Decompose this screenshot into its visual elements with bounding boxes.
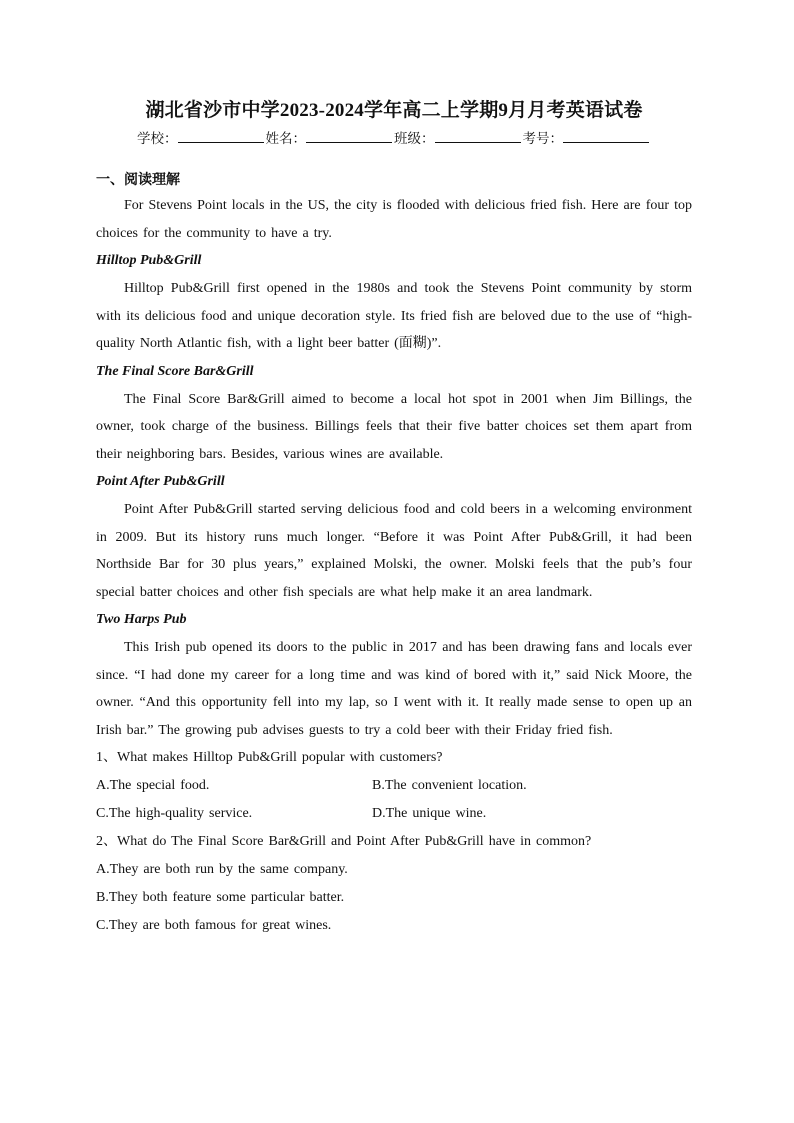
question-2-stem: 2、What do The Final Score Bar&Grill and Point After Pub&Grill have in common?	[96, 834, 592, 849]
place-heading-two-harps: Two Harps Pub	[96, 612, 187, 627]
question-2-option-b[interactable]: B.They both feature some particular batter.	[96, 890, 345, 905]
school-blank[interactable]	[178, 130, 264, 143]
place-text-hilltop: Hilltop Pub&Grill first opened in the 1980s and took the Stevens Point community by storm with its delicious food and unique decoration style. Its fried fish are beloved due to the use of “high-quality North Atlantic fish, with a light beer batter (面糊)”.	[96, 281, 692, 351]
place-heading-final-score: The Final Score Bar&Grill	[96, 363, 254, 379]
question-1-options-row-1	[96, 772, 692, 800]
place-heading-point-after: Point After Pub&Grill	[96, 474, 225, 489]
question-2-option-a[interactable]: A.They are both run by the same company.	[96, 862, 348, 877]
question-1-options-row-2	[96, 800, 692, 828]
place-text-final-score: The Final Score Bar&Grill aimed to become a local hot spot in 2001 when Jim Billings, the owner, took charge of the business. Billings feels that their five batter choices set them apart from their neighboring bars. Besides, various wines are available.	[96, 391, 692, 462]
question-1-option-a[interactable]: A.The special food.	[96, 778, 210, 793]
exam-number-label: 考号：	[522, 131, 563, 147]
question-1-option-d[interactable]: D.The unique wine.	[372, 806, 487, 821]
place-text-point-after: Point After Pub&Grill started serving delicious food and cold beers in a welcoming environment in 2009. But its history runs much longer. “Before it was Point After Pub&Grill, it had been Northside Bar for 30 plus years,” explained Molski, the owner. Molski feels that the pub’s four special batter choices and other fish specials are what help make it an area landmark.	[96, 502, 692, 600]
section-heading: 一、阅读理解	[96, 172, 180, 188]
class-label: 班级：	[394, 131, 435, 147]
school-label: 学校：	[137, 131, 178, 147]
student-info-line	[96, 128, 692, 150]
exam-page	[96, 98, 692, 940]
name-blank[interactable]	[306, 130, 392, 143]
question-1-option-b[interactable]: B.The convenient location.	[372, 778, 527, 793]
question-1-stem: 1、What makes Hilltop Pub&Grill popular with customers?	[96, 750, 443, 765]
class-blank[interactable]	[435, 130, 521, 143]
question-1-option-c[interactable]: C.The high-quality service.	[96, 806, 253, 821]
name-label: 姓名：	[265, 131, 306, 147]
question-2-option-c[interactable]: C.They are both famous for great wines.	[96, 918, 332, 933]
exam-number-blank[interactable]	[563, 130, 649, 143]
page-title: 湖北省沙市中学2023-2024学年高二上学期9月月考英语试卷	[145, 100, 643, 121]
passage-intro: For Stevens Point locals in the US, the city is flooded with delicious fried fish. Here are four top choices for the community to have a try.	[96, 198, 692, 241]
place-text-two-harps: This Irish pub opened its doors to the public in 2017 and has been drawing fans and locals ever since. “I had done my career for a long time and was kind of bored with it,” said Nick Moore, the owner. “And this opportunity fell into my lap, so I went with it. It really made sense to open up an Irish bar.” The growing pub advises guests to try a cold beer with their Friday fried fish.	[96, 640, 692, 738]
place-heading-hilltop: Hilltop Pub&Grill	[96, 253, 202, 268]
